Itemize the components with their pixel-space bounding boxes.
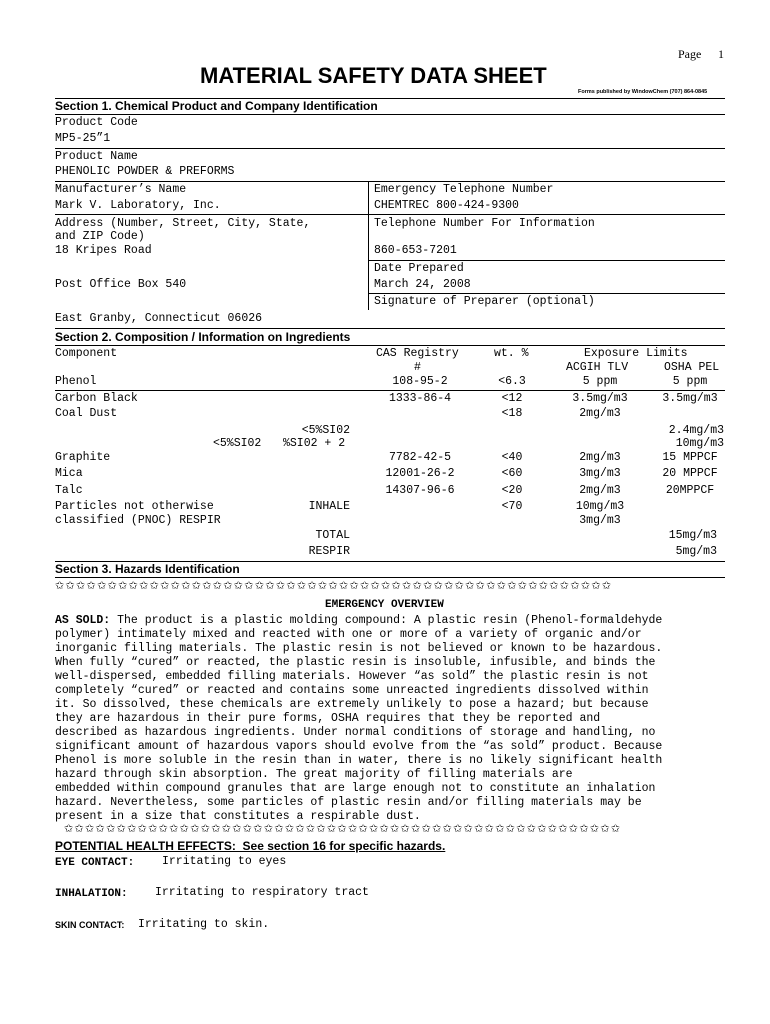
address-label-line2: and ZIP Code) [55,230,145,243]
overview-line: When fully “cured” or reacted, the plastic resin is insoluble, infusible, and binds the [55,656,656,669]
overview-line: described as hazardous ingredients. Under normal conditions of storage and handling, no [55,726,656,739]
weight-percent: <18 [501,407,523,420]
osha-pel: 20 MPPCF [662,467,718,480]
section1-column-divider [368,181,369,310]
osha-pel: 10mg/m3 [675,437,724,450]
weight-percent: <20 [501,484,523,497]
cas-number: 1333-86-4 [388,392,452,405]
osha-pel: 15mg/m3 [668,529,717,542]
manufacturer-name: Mark V. Laboratory, Inc. [55,199,221,212]
overview-line: hazard through skin absorption. The great majority of filling materials are [55,768,573,781]
rule [55,214,725,215]
rule [55,390,725,391]
eye-contact-text: Irritating to eyes [162,855,287,868]
section2-heading: Section 2. Composition / Information on Ingredients [55,330,351,344]
rule [55,345,725,346]
section3-heading: Section 3. Hazards Identification [55,562,240,576]
as-sold-label: AS SOLD: [55,614,111,627]
address-label-line1: Address (Number, Street, City, State, [55,217,311,230]
osha-pel: 5mg/m3 [675,545,717,558]
inhalation-label: INHALATION: [55,888,128,900]
product-name: PHENOLIC POWDER & PREFORMS [55,165,235,178]
weight-percent: <70 [501,500,523,513]
emergency-phone-label: Emergency Telephone Number [374,183,554,196]
overview-line: they are hazardous in their pure forms, OSHA requires that they be reported and [55,712,601,725]
weight-percent: <12 [501,392,523,405]
inhalation-text: Irritating to respiratory tract [155,886,369,899]
col-exposure-limits: Exposure Limits [584,347,688,360]
overview-line: completely “cured” or reacted and contains some unreacted ingredients dissolved within [55,684,649,697]
info-phone: 860-653-7201 [374,244,457,257]
acgih-tlv: 2mg/m3 [579,451,621,464]
signature-label: Signature of Preparer (optional) [374,295,595,308]
date-prepared: March 24, 2008 [374,278,471,291]
product-code-label: Product Code [55,116,138,129]
overview-line: well-dispersed, embedded filling materials. However “as sold” the plastic resin is not [55,670,649,683]
respir-label: RESPIR [308,545,350,558]
cas-number: 7782-42-5 [388,451,452,464]
acgih-tlv: 3.5mg/m3 [572,392,628,405]
product-code: MP5-25”1 [55,132,111,145]
component-name: Phenol [55,375,97,388]
osha-pel: 20MPPCF [665,484,715,497]
skin-contact-text: Irritating to skin. [138,918,270,931]
col-osha: OSHA PEL [664,361,720,374]
coal-silica-note: <5%SI02 [213,437,262,450]
acgih-tlv: 10mg/m3 [575,500,625,513]
coal-silica-note: <5%SI02 [301,424,350,437]
acgih-tlv: 2mg/m3 [579,484,621,497]
rule [55,328,725,329]
overview-line: embedded within compound granules that are large enough not to constitute an inhalation [55,782,656,795]
component-name-cont: classified (PNOC) RESPIR [55,514,221,527]
total-label: TOTAL [315,529,350,542]
emergency-phone: CHEMTREC 800-424-9300 [374,199,519,212]
city-state-zip: East Granby, Connecticut 06026 [55,312,263,325]
overview-line: hazard. Nevertheless, some particles of plastic resin and/or filling materials may be [55,796,642,809]
overview-line: inorganic filling materials. The plastic resin is not believed or known to be hazardous. [55,642,663,655]
overview-line: polymer) intimately mixed and reacted with one or more of a variety of organic and/or [55,628,642,641]
page-label: Page [678,47,702,61]
col-cas: CAS Registry [376,347,459,360]
rule [55,148,725,149]
osha-pel: 5 ppm [672,375,708,388]
component-name: Coal Dust [55,407,118,420]
rule [55,181,725,182]
rule [55,114,725,115]
col-cas-hash: # [414,361,421,374]
component-name: Particles not otherwise [55,500,214,513]
manufacturer-label: Manufacturer’s Name [55,183,187,196]
component-name: Graphite [55,451,111,464]
overview-line: it. So dissolved, these chemicals are extremely unlikely to pose a hazard; but because [55,698,649,711]
osha-pel: 15 MPPCF [662,451,718,464]
potential-health-effects-heading: POTENTIAL HEALTH EFFECTS: See section 16 for specific hazards. [55,839,446,853]
col-component: Component [55,347,118,360]
overview-line: present in a size that constitutes a respirable dust. [55,810,421,823]
cas-number: 14307-96-6 [385,484,455,497]
osha-pel: 2.4mg/m3 [668,424,724,437]
rule [368,293,725,294]
component-name: Mica [55,467,83,480]
component-name: Talc [55,484,83,497]
acgih-tlv: 3mg/m3 [579,514,621,527]
skin-contact-label: SKIN CONTACT: [55,920,125,930]
rule [55,577,725,578]
section1-heading: Section 1. Chemical Product and Company Identification [55,99,378,113]
overview-line: The product is a plastic molding compound: A plastic resin (Phenol-formaldehyde [110,614,663,627]
component-name: Carbon Black [55,392,138,405]
date-prepared-label: Date Prepared [374,262,464,275]
cas-number: 108-95-2 [392,375,448,388]
eye-contact-label: EYE CONTACT: [55,857,135,869]
forms-note: Forms published by WindowChem (707) 864-0845 [578,89,708,95]
acgih-tlv: 3mg/m3 [579,467,621,480]
pnoc-inhale: INHALE [308,500,350,513]
cas-number: 12001-26-2 [385,467,455,480]
po-box: Post Office Box 540 [55,278,187,291]
page-number: 1 [718,47,724,61]
overview-line: Phenol is more soluble in the resin than in water, there is no likely significant health [55,754,663,767]
info-phone-label: Telephone Number For Information [374,217,595,230]
weight-percent: <60 [501,467,523,480]
weight-percent: <6.3 [498,375,526,388]
overview-paragraph [55,614,725,824]
star-divider: ✩✩✩✩✩✩✩✩✩✩✩✩✩✩✩✩✩✩✩✩✩✩✩✩✩✩✩✩✩✩✩✩✩✩✩✩✩✩✩✩✩✩✩✩✩✩✩✩✩✩✩✩✩ [64,822,622,835]
address-street: 18 Kripes Road [55,244,152,257]
rule [368,260,725,261]
star-divider: ✩✩✩✩✩✩✩✩✩✩✩✩✩✩✩✩✩✩✩✩✩✩✩✩✩✩✩✩✩✩✩✩✩✩✩✩✩✩✩✩✩✩✩✩✩✩✩✩✩✩✩✩✩ [55,579,613,592]
weight-percent: <40 [501,451,523,464]
acgih-tlv: 2mg/m3 [579,407,621,420]
col-wt: wt. % [494,347,529,360]
overview-line: significant amount of hazardous vapors should evolve from the “as sold” product. Because [55,740,663,753]
osha-pel: 3.5mg/m3 [662,392,718,405]
col-acgih: ACGIH TLV [566,361,629,374]
emergency-overview-heading: EMERGENCY OVERVIEW [325,599,444,611]
acgih-tlv: 5 ppm [582,375,618,388]
product-name-label: Product Name [55,150,138,163]
coal-silica-note: %SI02 + 2 [283,437,346,450]
document-title: MATERIAL SAFETY DATA SHEET [200,63,547,88]
